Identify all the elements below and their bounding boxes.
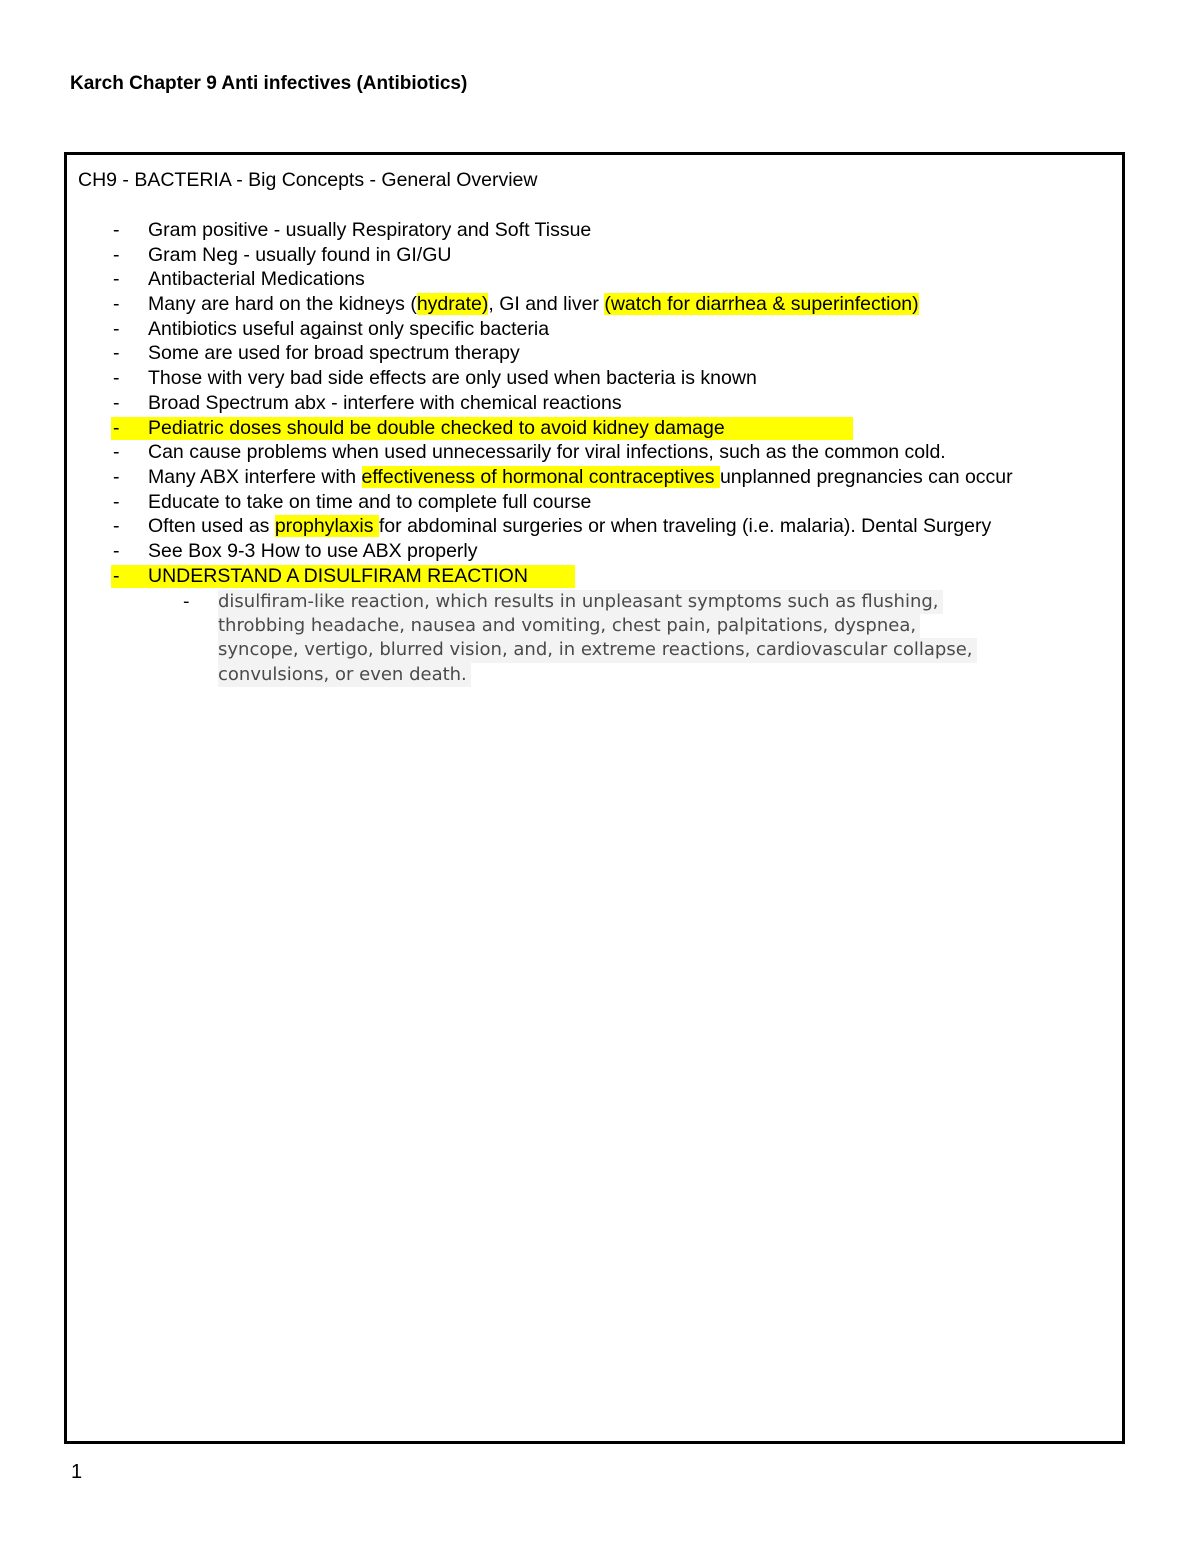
text-segment: , GI and liver — [488, 293, 605, 316]
text-segment: Often used as — [148, 515, 275, 538]
bullet-dash: - — [113, 564, 120, 587]
list-item — [67, 218, 1122, 243]
text-segment: Many ABX interfere with — [148, 465, 362, 488]
highlighted-text: hydrate) — [416, 293, 489, 316]
list-item-text: See Box 9-3 How to use ABX properly — [148, 539, 478, 562]
list-item — [67, 366, 1122, 391]
list-item — [67, 267, 1122, 292]
box-heading: CH9 - BACTERIA - Big Concepts - General Overview — [78, 169, 538, 191]
list-item — [67, 341, 1122, 366]
text-segment: Many are hard on the kidneys ( — [148, 293, 417, 316]
sub-bullet-dash: - — [183, 591, 190, 612]
list-item — [67, 292, 1122, 317]
bullet-dash: - — [113, 515, 120, 538]
highlighted-text: (watch for diarrhea & superinfection) — [604, 293, 919, 316]
list-item-text — [148, 514, 991, 539]
list-item-highlighted — [67, 564, 1122, 589]
list-item-text: Can cause problems when used unnecessarily for viral infections, such as the common cold. — [148, 441, 946, 464]
list-item — [67, 539, 1122, 564]
notes-box — [64, 152, 1125, 1444]
list-item-text: Gram Neg - usually found in GI/GU — [148, 243, 452, 266]
bullet-dash: - — [113, 243, 120, 266]
list-item-text: Broad Spectrum abx - interfere with chemical reactions — [148, 391, 622, 414]
list-item-text: Antibiotics useful against only specific bacteria — [148, 317, 550, 340]
bullet-dash: - — [113, 317, 120, 340]
list-item-text — [148, 465, 1013, 490]
bullet-dash: - — [113, 539, 120, 562]
list-item — [67, 317, 1122, 342]
bullet-dash: - — [113, 391, 120, 414]
sub-item-line: throbbing headache, nausea and vomiting, chest pain, palpitations, dyspnea, — [218, 614, 920, 638]
list-item-text: Antibacterial Medications — [148, 268, 365, 291]
bullet-dash: - — [113, 490, 120, 513]
bullet-dash: - — [113, 416, 120, 439]
bullet-dash: - — [113, 293, 120, 316]
list-item-text: Educate to take on time and to complete full course — [148, 490, 592, 513]
list-item-text: UNDERSTAND A DISULFIRAM REACTION — [148, 564, 528, 587]
text-segment: for abdominal surgeries or when traveling (i.e. malaria). Dental Surgery — [378, 515, 992, 538]
bullet-dash: - — [113, 367, 120, 390]
list-item — [67, 243, 1122, 268]
bullet-dash: - — [113, 342, 120, 365]
bullet-list — [67, 218, 1122, 588]
bullet-dash: - — [113, 441, 120, 464]
document-title: Karch Chapter 9 Anti infectives (Antibiotics) — [70, 73, 468, 94]
list-item-text: Some are used for broad spectrum therapy — [148, 342, 520, 365]
bullet-dash: - — [113, 268, 120, 291]
list-item-text — [148, 292, 919, 317]
list-item — [67, 440, 1122, 465]
text-segment: unplanned pregnancies can occur — [719, 465, 1013, 488]
list-item — [67, 391, 1122, 416]
list-item-text: Pediatric doses should be double checked to avoid kidney damage — [148, 416, 725, 439]
highlighted-text: prophylaxis — [274, 515, 379, 538]
list-item — [67, 465, 1122, 490]
list-item — [67, 514, 1122, 539]
page-number: 1 — [71, 1461, 83, 1483]
sub-item-line: disulfiram-like reaction, which results in unpleasant symptoms such as flushing, — [218, 590, 943, 614]
bullet-dash: - — [113, 219, 120, 241]
sub-item-line: syncope, vertigo, blurred vision, and, in extreme reactions, cardiovascular collapse, — [218, 638, 977, 662]
list-item — [67, 490, 1122, 515]
bullet-dash: - — [113, 465, 120, 488]
sub-item-text — [218, 590, 1093, 687]
sub-item-line: convulsions, or even death. — [218, 663, 471, 687]
list-item-text: Those with very bad side effects are only used when bacteria is known — [148, 367, 757, 390]
list-item-text: Gram positive - usually Respiratory and Soft Tissue — [148, 219, 592, 241]
list-item-highlighted — [67, 416, 1122, 441]
highlighted-text: effectiveness of hormonal contraceptives — [361, 465, 720, 488]
